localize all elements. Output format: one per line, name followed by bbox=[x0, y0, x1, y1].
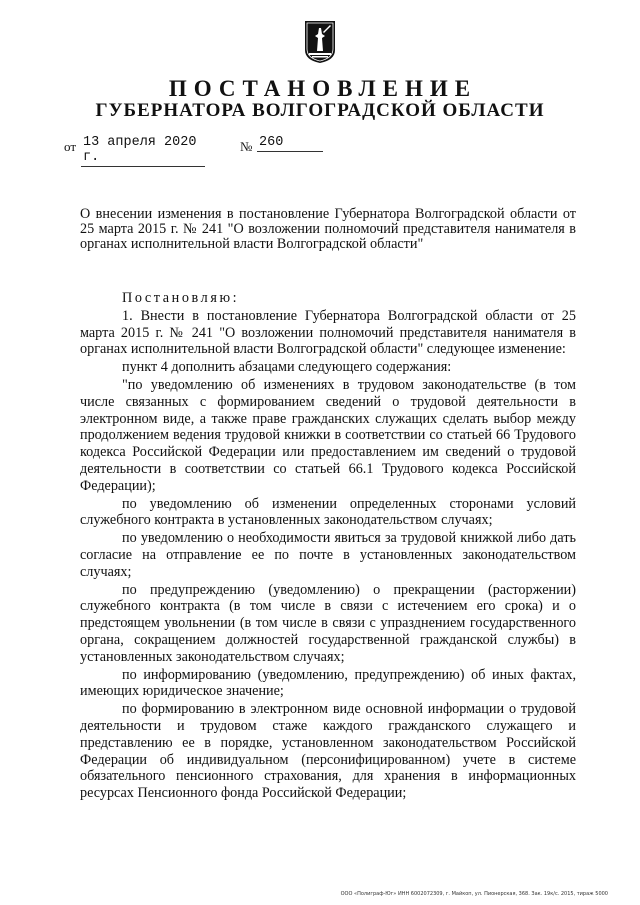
document-number: 260 bbox=[257, 135, 323, 152]
document-subject: О внесении изменения в постановление Губернатора Волгоградской области от 25 марта 2015 г. № 241 "О возложении полномочий представителя нанимателя в органах исполнительной власти Волгоградской области" bbox=[80, 206, 576, 252]
paragraph: 1. Внести в постановление Губернатора Волгоградской области от 25 марта 2015 г. № 241 "О возложении полномочий представителя нанимателя в органах исполнительной власти Волгоградской области" следующее изменение: bbox=[80, 307, 576, 358]
document-date: 13 апреля 2020 г. bbox=[81, 135, 205, 167]
resolve-heading: Постановляю: bbox=[122, 290, 240, 306]
document-body bbox=[80, 290, 576, 803]
paragraph: по информированию (уведомлению, предупреждению) об иных фактах, имеющих юридическое значение; bbox=[80, 666, 576, 700]
paragraph: по уведомлению о необходимости явиться за трудовой книжкой либо дать согласие на отправление ее по почте в установленных законодательством случаях; bbox=[80, 530, 576, 580]
paragraph: по уведомлению об изменении определенных сторонами условий служебного контракта в установленных законодательством случаях; bbox=[80, 495, 576, 529]
paragraph: по предупреждению (уведомлению) о прекращении (расторжении) служебного контракта (в том числе в связи с истечением его срока) и о предстоящем увольнении (в том числе в связи с упразднением государственного органа, сокращением должностей государственной гражданской службы) в установленных законодательством случаях; bbox=[80, 581, 576, 665]
date-prefix: от bbox=[64, 139, 77, 154]
volgograd-coat-of-arms-icon bbox=[304, 20, 336, 64]
number-prefix: № bbox=[240, 139, 253, 154]
document-title: ПОСТАНОВЛЕНИЕ bbox=[168, 76, 478, 101]
document-subtitle: ГУБЕРНАТОРА ВОЛГОГРАДСКОЙ ОБЛАСТИ bbox=[95, 100, 545, 121]
paragraph: пункт 4 дополнить абзацами следующего содержания: bbox=[122, 359, 452, 376]
paragraph: по формированию в электронном виде основной информации о трудовой деятельности и трудовом стаже каждого гражданского служащего и представлению ее в порядке, установленном законодательством Российской Федерации об индивидуальном (персонифицированном) учете в системе обязательного пенсионного страхования, для хранения в информационных ресурсах Пенсионного фонда Российской Федерации; bbox=[80, 701, 576, 802]
paragraph: "по уведомлению об изменениях в трудовом законодательстве (в том числе связанных с формированием сведений о трудовой деятельности в электронном виде, а также праве гражданских служащих сделать выбор между продолжением ведения трудовой книжки в соответствии со статьей 66 Трудового кодекса Российской Федерации или предоставлением им сведений о трудовой деятельности в соответствии со статьей 66.1 Трудового кодекса Российской Федерации); bbox=[80, 376, 576, 494]
printer-imprint: ООО «Полиграф-Юг» ИНН 6002072309, г. Майкоп, ул. Пионерская, 368. Зак. 19к/с. 2015, тираж 5000 bbox=[340, 891, 608, 897]
